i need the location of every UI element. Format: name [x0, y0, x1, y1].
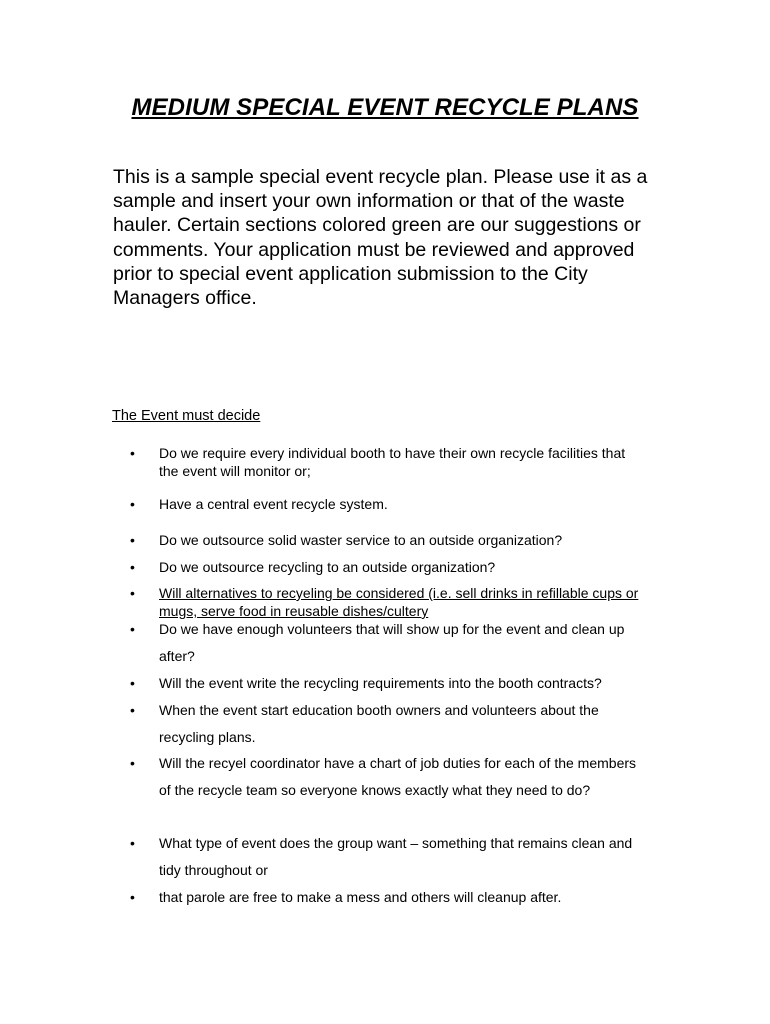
- bullet-marker: •: [130, 702, 135, 718]
- list-item: [130, 444, 640, 480]
- list-item-text: Do we outsource recycling to an outside organization?: [159, 559, 496, 575]
- list-item-text: Will the recyel coordinator have a chart of job duties for each of the members of the recycle team so everyone knows exactly what they need to do?: [159, 755, 637, 798]
- bullet-marker: •: [130, 496, 135, 512]
- list-item-text: When the event start education booth owners and volunteers about the recycling plans.: [159, 702, 599, 745]
- list-item-text: Will the event write the recycling requirements into the booth contracts?: [159, 675, 602, 691]
- list-item-text: Do we have enough volunteers that will show up for the event and clean up after?: [159, 621, 625, 664]
- list-item: [130, 670, 640, 697]
- bullet-marker: •: [130, 755, 135, 771]
- bullet-marker: •: [130, 559, 135, 575]
- list-item: [130, 531, 640, 549]
- list-item: [130, 616, 640, 669]
- list-item: [130, 558, 640, 576]
- bullet-marker: •: [130, 621, 135, 637]
- bullet-marker: •: [130, 585, 135, 601]
- list-item: [130, 750, 640, 803]
- list-item-text: Have a central event recycle system.: [159, 496, 388, 512]
- list-item: [130, 884, 640, 911]
- list-item: [130, 830, 640, 883]
- bullet-marker: •: [130, 889, 135, 905]
- list-item-text: Will alternatives to recyeling be considered (i.e. sell drinks in refillable cups or mugs, serve food in reusable dishes/cultery: [159, 585, 639, 619]
- list-item: [130, 584, 640, 620]
- bullet-marker: •: [130, 532, 135, 548]
- document-title: MEDIUM SPECIAL EVENT RECYCLE PLANS: [131, 94, 639, 121]
- intro-paragraph: This is a sample special event recycle plan. Please use it as a sample and insert your own information or that of the waste hauler. Certain sections colored green are our suggestions or comments. Your application must be reviewed and approved prior to special event application submission to the City Managers office.: [113, 166, 648, 310]
- list-item-text: that parole are free to make a mess and others will cleanup after.: [159, 889, 562, 905]
- bullet-marker: •: [130, 675, 135, 691]
- bullet-marker: •: [130, 835, 135, 851]
- list-item-text: Do we require every individual booth to have their own recycle facilities that the event will monitor or;: [159, 445, 626, 479]
- list-item-text: What type of event does the group want – something that remains clean and tidy throughout or: [159, 835, 633, 878]
- list-item: [130, 697, 640, 750]
- section-heading: The Event must decide: [112, 408, 261, 424]
- list-item-text: Do we outsource solid waster service to an outside organization?: [159, 532, 563, 548]
- bullet-marker: •: [130, 445, 135, 461]
- list-item: [130, 495, 640, 513]
